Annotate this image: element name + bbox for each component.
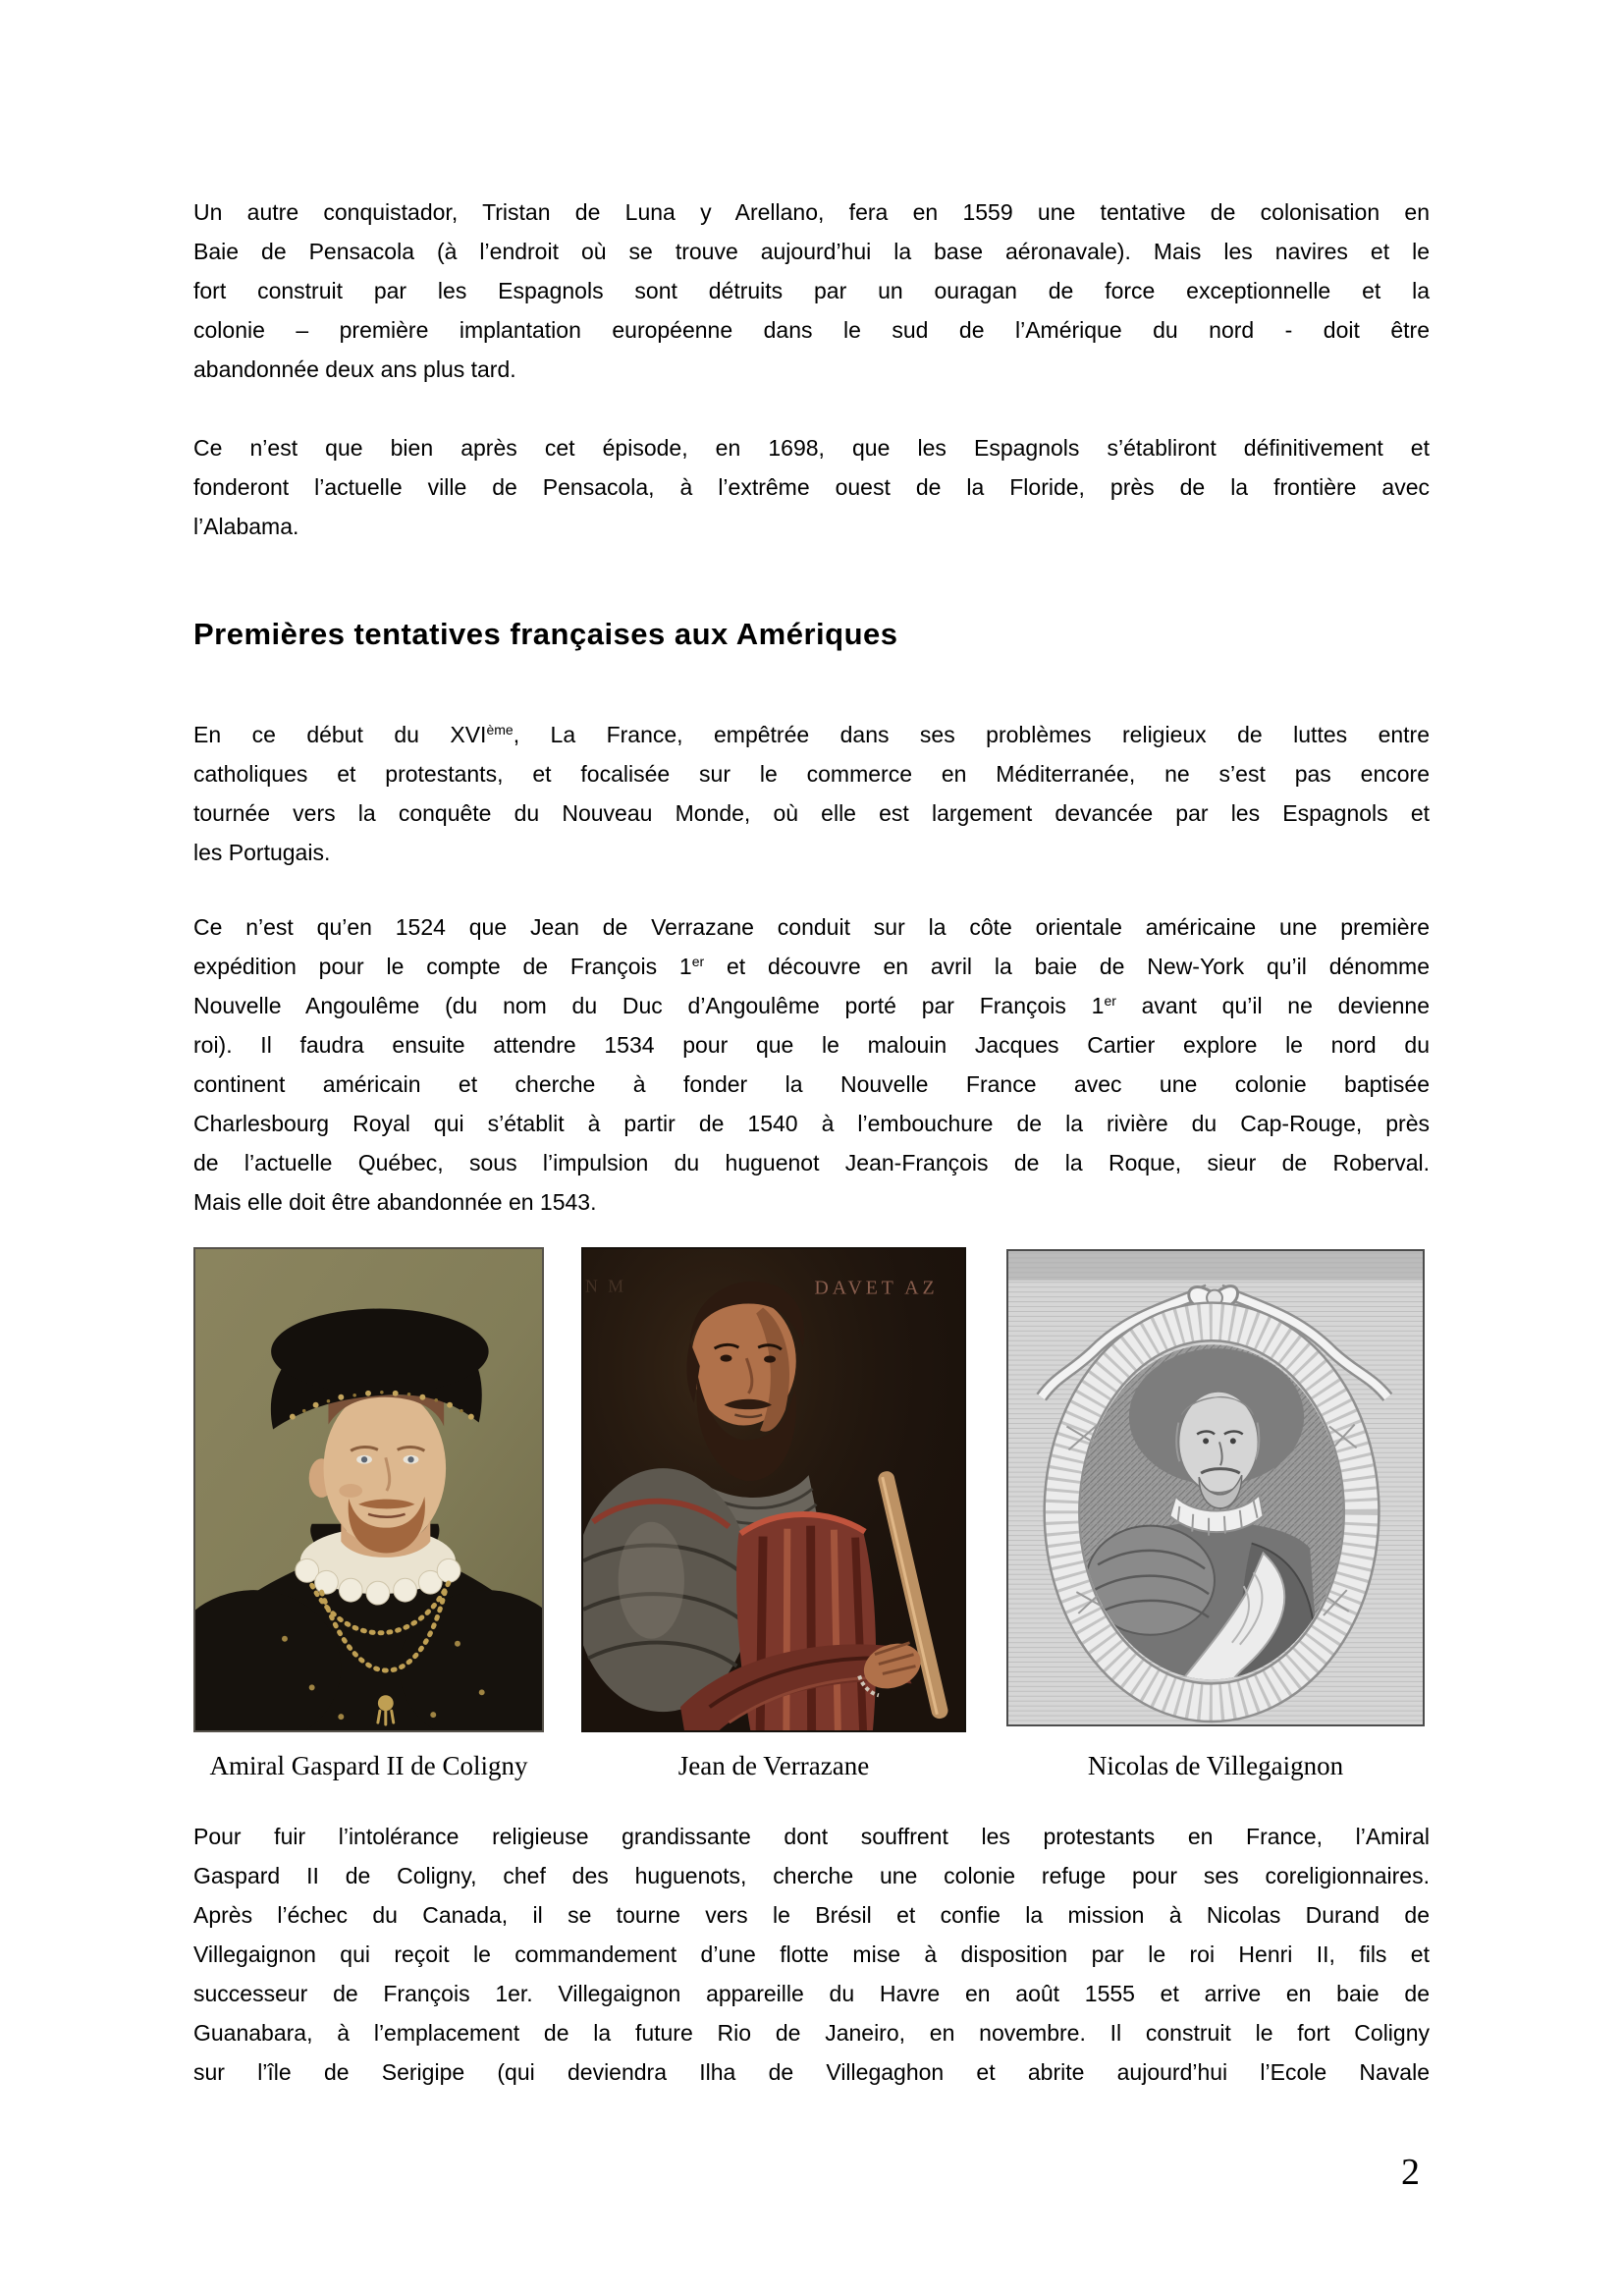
superscript: er	[691, 954, 705, 970]
text-line: Baie de Pensacola (à l’endroit où se trouve aujourd’hui la base aéronavale). Mais les navires et le	[193, 239, 1430, 264]
text-line: abandonnée deux ans plus tard.	[193, 356, 516, 382]
text-line	[193, 715, 1430, 754]
verrazane-inscription: DAVET AZ	[814, 1277, 939, 1299]
text-line: Guanabara, à l’emplacement de la future Rio de Janeiro, en novembre. Il construit le fort Coligny	[193, 2020, 1430, 2046]
text-segment: avant qu’il ne devienne	[1115, 993, 1430, 1018]
text-line: Pour fuir l’intolérance religieuse grandissante dont souffrent les protestants en France, l’Amiral	[193, 1824, 1430, 1849]
text-line: successeur de François 1er. Villegaignon appareille du Havre en août 1555 et arrive en baie de	[193, 1981, 1430, 2006]
text-segment: En ce début du XVI	[193, 722, 487, 747]
text-segment: , La France, empêtrée dans ses problèmes religieux de luttes entre	[513, 722, 1431, 747]
superscript: er	[1104, 993, 1116, 1010]
text-line: roi). Il faudra ensuite attendre 1534 pour que le malouin Jacques Cartier explore le nord du	[193, 1032, 1430, 1058]
text-line: Ce n’est qu’en 1524 que Jean de Verrazane conduit sur la côte orientale américaine une première	[193, 914, 1430, 940]
text-line: les Portugais.	[193, 840, 331, 865]
paragraph-4	[193, 907, 1430, 1222]
text-segment: expédition pour le compte de François 1	[193, 954, 692, 979]
text-line: fort construit par les Espagnols sont détruits par un ouragan de force exceptionnelle et la	[193, 278, 1430, 303]
coligny-portrait-image	[195, 1249, 542, 1730]
text-line: colonie – première implantation européenne dans le sud de l’Amérique du nord - doit être	[193, 317, 1430, 343]
text-line: Charlesbourg Royal qui s’établit à partir de 1540 à l’embouchure de la rivière du Cap-Rouge, près	[193, 1111, 1430, 1136]
text-segment: Nouvelle Angoulême (du nom du Duc d’Angoulême porté par François 1	[193, 993, 1105, 1018]
figure-caption: Amiral Gaspard II de Coligny	[209, 1751, 528, 1780]
text-line: Ce n’est que bien après cet épisode, en 1698, que les Espagnols s’établiront définitivement et	[193, 435, 1430, 461]
paragraph-3	[193, 715, 1430, 872]
text-line: catholiques et protestants, et focalisée sur le commerce en Méditerranée, ne s’est pas encore	[193, 761, 1430, 787]
text-line: de l’actuelle Québec, sous l’impulsion du huguenot Jean-François de la Roque, sieur de Roberval.	[193, 1150, 1430, 1175]
text-line: Gaspard II de Coligny, chef des huguenots, cherche une colonie refuge pour ses coreligionnaires.	[193, 1863, 1430, 1888]
text-line: sur l’île de Serigipe (qui deviendra Ilha de Villegaghon et abrite aujourd’hui l’Ecole Navale	[193, 2059, 1430, 2085]
figure-caption: Jean de Verrazane	[677, 1751, 870, 1780]
text-line: Villegaignon qui reçoit le commandement d’une flotte mise à disposition par le roi Henri II, fils et	[193, 1941, 1430, 1967]
text-line	[193, 986, 1430, 1025]
verrazane-inscription-left: N M	[584, 1276, 627, 1296]
paragraph-5	[193, 1817, 1430, 2092]
villegaignon-portrait-image	[1008, 1251, 1423, 1724]
text-line: l’Alabama.	[193, 514, 299, 539]
text-line	[193, 947, 1430, 986]
page-number: 2	[1401, 2152, 1420, 2193]
verrazane-portrait-image	[583, 1249, 964, 1730]
paragraph-1	[193, 192, 1430, 389]
text-line: Mais elle doit être abandonnée en 1543.	[193, 1189, 597, 1215]
section-heading: Premières tentatives françaises aux Amériques	[193, 617, 898, 651]
text-line: tournée vers la conquête du Nouveau Monde, où elle est largement devancée par les Espagnols et	[193, 800, 1430, 826]
text-line: fonderont l’actuelle ville de Pensacola, à l’extrême ouest de la Floride, près de la frontière avec	[193, 474, 1430, 500]
text-segment: et découvre en avril la baie de New-York qu’il dénomme	[704, 954, 1430, 979]
figure-verrazane	[581, 1247, 966, 1732]
figure-coligny	[193, 1247, 544, 1732]
text-line: continent américain et cherche à fonder la Nouvelle France avec une colonie baptisée	[193, 1071, 1430, 1097]
superscript: ème	[486, 722, 514, 738]
text-line: Après l’échec du Canada, il se tourne vers le Brésil et confie la mission à Nicolas Durand de	[193, 1902, 1430, 1928]
paragraph-2	[193, 428, 1430, 546]
figure-villegaignon	[1006, 1249, 1425, 1726]
figure-caption: Nicolas de Villegaignon	[1087, 1751, 1344, 1780]
text-line: Un autre conquistador, Tristan de Luna y Arellano, fera en 1559 une tentative de colonisation en	[193, 199, 1430, 225]
villegaignon-top-band	[1008, 1251, 1423, 1281]
